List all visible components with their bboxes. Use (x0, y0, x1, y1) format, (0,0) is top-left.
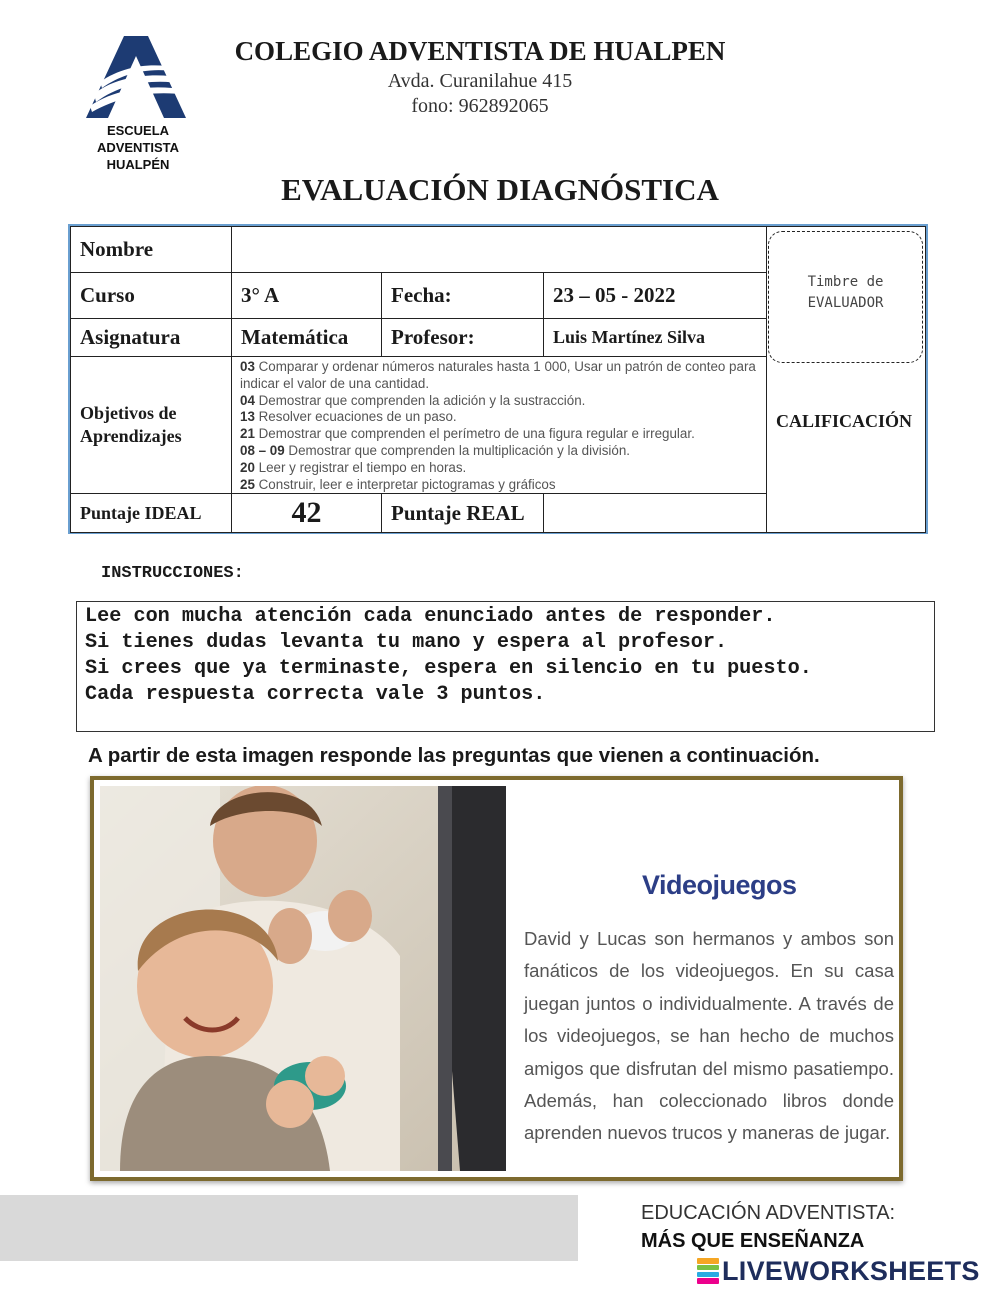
profesor-value: Luis Martínez Silva (543, 318, 767, 357)
calificacion-label: CALIFICACIÓN (776, 411, 913, 431)
student-info-table (68, 224, 928, 534)
liveworksheets-brand[interactable] (697, 1256, 980, 1286)
reading-title: Videojuegos (642, 870, 797, 900)
logo-line-1: ESCUELA (106, 123, 170, 138)
objetivo-item: 21 Demostrar que comprenden el perímetro de una figura regular e irregular. (240, 426, 695, 442)
objetivo-item: 08 – 09 Demostrar que comprenden la multiplicación y la división. (240, 442, 631, 458)
page-title: EVALUACIÓN DIAGNÓSTICA (281, 172, 719, 207)
instruction-line: Si tienes dudas levanta tu mano y espera al profesor. (85, 631, 728, 654)
asignatura-label: Asignatura (70, 318, 232, 357)
logo-line-3: HUALPÉN (106, 157, 170, 172)
school-address: Avda. Curanilahue 415 (387, 70, 573, 92)
objetivo-item: 25 Construir, leer e interpretar pictogramas y gráficos (240, 476, 556, 492)
liveworksheets-label: LIVEWORKSHEETS (722, 1255, 980, 1286)
logo-line-2: ADVENTISTA (96, 140, 180, 155)
instructions-title: INSTRUCCIONES: (101, 564, 244, 583)
asignatura-value: Matemática (231, 318, 382, 357)
objetivo-item: 13 Resolver ecuaciones de un paso. (240, 409, 457, 425)
evaluator-stamp-box (768, 231, 923, 363)
instruction-line: Lee con mucha atención cada enunciado antes de responder. (85, 605, 776, 628)
instruction-line: Cada respuesta correcta vale 3 puntos. (85, 683, 546, 706)
fecha-label: Fecha: (381, 272, 544, 319)
profesor-label: Profesor: (381, 318, 544, 357)
footer-bar (0, 1195, 578, 1261)
reading-prompt: A partir de esta imagen responde las preguntas que vienen a continuación. (88, 744, 820, 767)
instruction-line: Si crees que ya terminaste, espera en silencio en tu puesto. (85, 657, 812, 680)
boys-playing-videogames-photo (100, 786, 506, 1171)
reading-text: David y Lucas son hermanos y ambos son fanáticos de los videojuegos. En su casa juegan juntos o individualmente. A través de los videojuegos, se han hecho de muchos amigos que disfrutan del mismo pasatiempo. Además, han coleccionado libros donde aprenden nuevos trucos y maneras de jugar. (524, 928, 894, 1144)
school-logo-icon (86, 32, 190, 124)
curso-value: 3° A (231, 272, 382, 319)
footer-slogan-line-1: EDUCACIÓN ADVENTISTA: (641, 1202, 896, 1224)
objetivos-label: Objetivos de Aprendizajes (70, 356, 232, 494)
objetivo-item: 03 Comparar y ordenar números naturales hasta 1 000, Usar un patrón de conteo para indicar el valor de una cantidad. (240, 359, 756, 391)
nombre-field[interactable] (231, 226, 767, 273)
puntaje-ideal-value: 42 (231, 493, 382, 533)
fecha-value: 23 – 05 - 2022 (543, 272, 767, 319)
school-logo (78, 32, 198, 177)
stamp-line-1: Timbre de (807, 274, 884, 290)
stamp-line-2: EVALUADOR (807, 295, 884, 311)
nombre-label: Nombre (70, 226, 232, 273)
reading-image-frame (90, 776, 903, 1181)
curso-label: Curso (70, 272, 232, 319)
school-name: COLEGIO ADVENTISTA DE HUALPEN (234, 36, 726, 66)
puntaje-ideal-label: Puntaje IDEAL (70, 493, 232, 533)
objetivo-item: 04 Demostrar que comprenden la adición y la sustracción. (240, 392, 586, 408)
puntaje-real-label: Puntaje REAL (381, 493, 544, 533)
footer-slogan-line-2: MÁS QUE ENSEÑANZA (641, 1230, 865, 1252)
objetivos-list (231, 356, 767, 494)
instructions-box (76, 601, 935, 732)
school-phone: fono: 962892065 (411, 95, 549, 117)
puntaje-real-field[interactable] (543, 493, 767, 533)
objetivo-item: 20 Leer y registrar el tiempo en horas. (240, 459, 467, 475)
liveworksheets-icon (697, 1258, 719, 1284)
